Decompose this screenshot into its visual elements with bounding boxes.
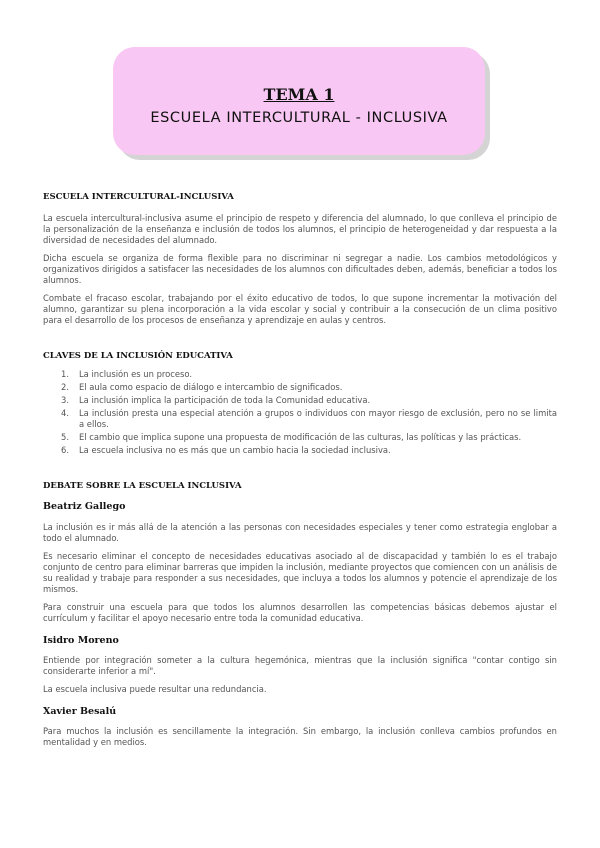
document-body — [43, 191, 557, 748]
topic-number: TEMA 1 — [263, 85, 335, 104]
paragraph: Para muchos la inclusión es sencillamente la integración. Sin embargo, la inclusión conlleva cambios profundos en mentalidad y en medios. — [43, 726, 557, 747]
author-name: Xavier Besalú — [43, 706, 117, 717]
paragraph: Es necesario eliminar el concepto de necesidades educativas asociado al de discapacidad y también lo es el trabajo conjunto de centro para eliminar barreras que impiden la inclusión, mediante proyectos que comiencen con un análisis de su realidad y trabaje para responder a sus necesidades, que incluya a todos los alumnos y potencie el aprendizaje de los mismos. — [43, 551, 557, 594]
section-heading: DEBATE SOBRE LA ESCUELA INCLUSIVA — [43, 481, 242, 491]
paragraph: La escuela intercultural-inclusiva asume el principio de respeto y diferencia del alumnado, lo que conlleva el principio de la personalización de la enseñanza e inclusión de todos los alumnos, el principio de heterogeneidad y dar respuesta a la diversidad de necesidades del alumnado. — [43, 213, 557, 245]
list-item: 6. La escuela inclusiva no es más que un cambio hacia la sociedad inclusiva. — [61, 445, 391, 455]
list-item: 1. La inclusión es un proceso. — [61, 369, 193, 379]
list-item: 5. El cambio que implica supone una propuesta de modificación de las culturas, las políticas y las prácticas. — [61, 432, 522, 442]
paragraph: Entiende por integración someter a la cultura hegemónica, mientras que la inclusión significa "contar contigo sin considerarte inferior a mí". — [43, 655, 557, 676]
list-item: 2. El aula como espacio de diálogo e intercambio de significados. — [61, 382, 343, 392]
section-intercultural — [43, 191, 557, 326]
title-box — [113, 47, 485, 155]
author-name: Isidro Moreno — [43, 635, 119, 646]
section-debate — [43, 480, 557, 748]
author-name: Beatriz Gallego — [43, 501, 126, 512]
section-claves — [43, 350, 557, 456]
paragraph: Dicha escuela se organiza de forma flexible para no discriminar ni segregar a nadie. Los cambios metodológicos y organizativos dirigidos a satisfacer las necesidades de los alumnos con dificultades deben, además, beneficiar a todos los alumnos. — [43, 253, 557, 285]
section-heading: ESCUELA INTERCULTURAL-INCLUSIVA — [43, 192, 234, 202]
list-item: 3. La inclusión implica la participación de toda la Comunidad educativa. — [61, 395, 371, 405]
paragraph: Combate el fracaso escolar, trabajando por el éxito educativo de todos, lo que supone incrementar la motivación del alumno, garantizar su plena incorporación a la vida escolar y social y contribuir a la consecución de un clima positivo para el desarrollo de los procesos de enseñanza y aprendizaje en aulas y centros. — [43, 293, 557, 325]
paragraph: La escuela inclusiva puede resultar una redundancia. — [43, 684, 267, 694]
topic-title: ESCUELA INTERCULTURAL - INCLUSIVA — [150, 110, 448, 126]
claves-list — [43, 369, 557, 456]
paragraph: La inclusión es ir más allá de la atención a las personas con necesidades especiales y tener como estrategia englobar a todo el alumnado. — [43, 522, 557, 543]
section-heading: CLAVES DE LA INCLUSIÓN EDUCATIVA — [43, 351, 233, 361]
list-item: 4. La inclusión presta una especial atención a grupos o individuos con mayor riesgo de exclusión, pero no se limita a ellos. — [61, 408, 557, 429]
paragraph: Para construir una escuela para que todos los alumnos desarrollen las competencias básicas debemos ajustar el currículum y facilitar el apoyo necesario entre toda la comunidad educativa. — [43, 602, 557, 623]
